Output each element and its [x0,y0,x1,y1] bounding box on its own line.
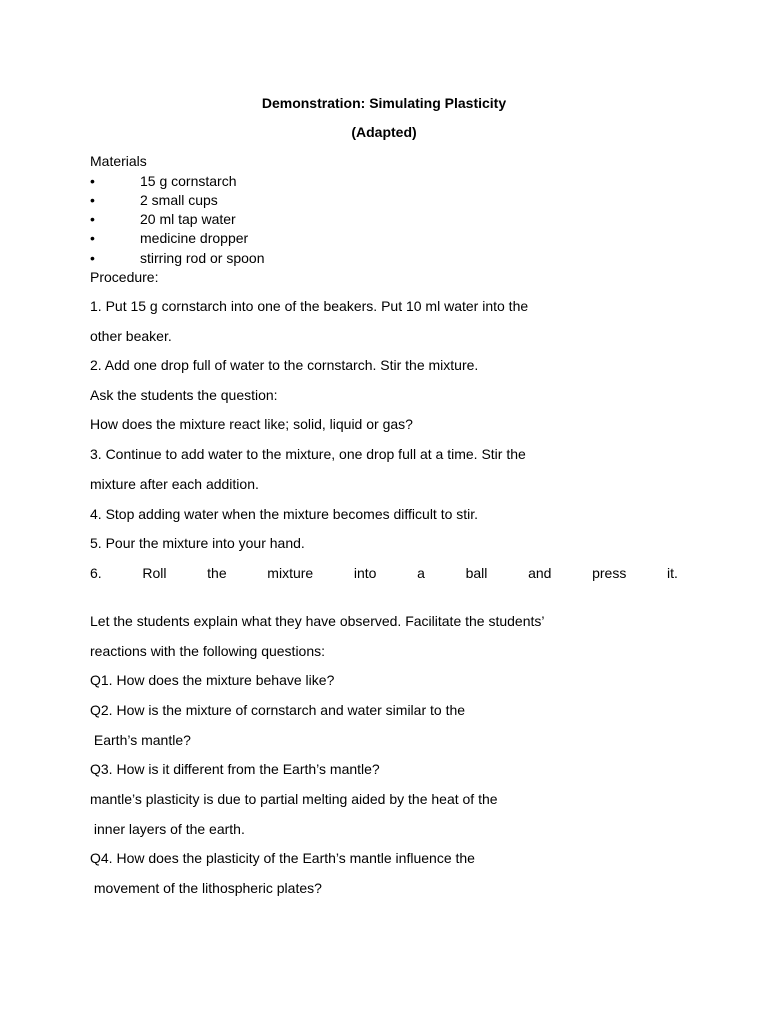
bullet-icon: • [90,192,95,208]
step6-word: a [417,565,425,581]
question-q3: Q3. How is it different from the Earth’s mantle? [90,761,380,777]
bullet-icon: • [90,230,95,246]
bullet-icon: • [90,211,95,227]
procedure-line: 4. Stop adding water when the mixture becomes difficult to stir. [90,506,479,522]
materials-item [90,212,490,228]
step6-word: 6. [90,565,102,581]
materials-item-text: stirring rod or spoon [140,250,265,266]
materials-item [90,193,490,209]
step6-word: into [353,565,377,581]
step6-word: and [528,565,552,581]
step6-word: press [592,565,627,581]
materials-item-text: 2 small cups [140,192,218,208]
procedure-line: 2. Add one drop full of water to the cornstarch. Stir the mixture. [90,357,479,373]
document-subtitle: (Adapted) [351,124,417,140]
procedure-line: 3. Continue to add water to the mixture, one drop full at a time. Stir the [90,446,526,462]
procedure-line: How does the mixture react like; solid, liquid or gas? [90,416,413,432]
question-q2-continued: Earth’s mantle? [90,732,191,748]
materials-item-text: 20 ml tap water [140,211,236,227]
materials-item-text: medicine dropper [140,230,249,246]
materials-item [90,251,490,267]
question-q4: Q4. How does the plasticity of the Earth’s mantle influence the [90,850,475,866]
materials-heading: Materials [90,153,147,169]
bullet-icon: • [90,173,95,189]
question-q2: Q2. How is the mixture of cornstarch and water similar to the [90,702,466,718]
procedure-line: mixture after each addition. [90,476,259,492]
procedure-line: 5. Pour the mixture into your hand. [90,535,305,551]
procedure-heading: Procedure: [90,269,159,285]
procedure-line: other beaker. [90,328,172,344]
procedure-line: Ask the students the question: [90,387,278,403]
materials-item [90,174,490,190]
bullet-icon: • [90,250,95,266]
discussion-line: reactions with the following questions: [90,643,326,659]
procedure-line: 1. Put 15 g cornstarch into one of the beakers. Put 10 ml water into the [90,298,529,314]
step6-word: ball [465,565,488,581]
materials-item-text: 15 g cornstarch [140,173,237,189]
discussion-line: Let the students explain what they have observed. Facilitate the students’ [90,613,545,629]
materials-item [90,231,490,247]
step6-word: the [207,565,227,581]
document-title: Demonstration: Simulating Plasticity [261,95,507,111]
question-q1: Q1. How does the mixture behave like? [90,672,335,688]
procedure-step-6 [90,566,678,580]
step6-word: it. [667,565,678,581]
step6-word: mixture [267,565,314,581]
discussion-note-continued: inner layers of the earth. [90,821,245,837]
step6-word: Roll [142,565,167,581]
question-q4-continued: movement of the lithospheric plates? [90,880,322,896]
discussion-note: mantle’s plasticity is due to partial melting aided by the heat of the [90,791,498,807]
